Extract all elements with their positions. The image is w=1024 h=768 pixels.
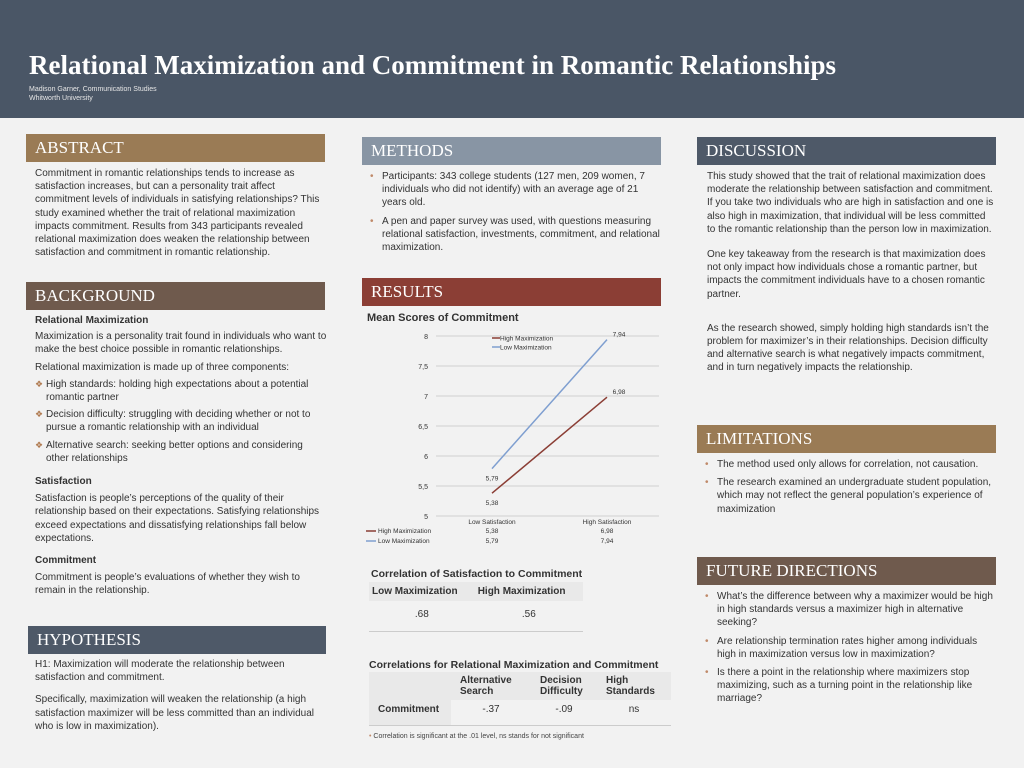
abstract-heading: ABSTRACT bbox=[26, 134, 325, 162]
list-item: • The research examined an undergraduate student population, which may not reflect the general population’s experience of maximization bbox=[705, 476, 995, 516]
future-directions-body bbox=[705, 590, 995, 711]
y-tick-label: 7,5 bbox=[418, 364, 428, 371]
table-cell: .56 bbox=[475, 601, 583, 632]
table-cell: 6,98 bbox=[600, 528, 614, 535]
limitations-heading: LIMITATIONS bbox=[697, 425, 996, 453]
correlations-maximization-table bbox=[369, 672, 671, 726]
data-label: 7,94 bbox=[612, 331, 626, 339]
correlation-satisfaction-table bbox=[369, 582, 583, 632]
table-series-name: High Maximization bbox=[378, 528, 432, 535]
series-line-high-maximization bbox=[492, 397, 607, 493]
legend-entry: Low Maximization bbox=[500, 344, 552, 352]
commitment-title: Commitment bbox=[35, 555, 97, 567]
correlations-table-title: Correlations for Relational Maximization and Commitment bbox=[369, 659, 659, 671]
list-item: • A pen and paper survey was used, with questions measuring relational satisfaction, investments, commitment, and relational maximization. bbox=[370, 215, 660, 255]
y-tick-label: 6,5 bbox=[418, 424, 428, 431]
discussion-paragraph-2: One key takeaway from the research is that maximization does not only impact how individuals chose a romantic partner, but impacts the commitment individuals have to a chosen romantic partner. bbox=[707, 249, 986, 300]
chart-title: Mean Scores of Commitment bbox=[367, 312, 519, 324]
discussion-paragraph-3: As the research showed, simply holding high standards isn’t the problem for maximizer’s in their relationships. Decision difficulty and alternative search is what negatively impacts commitment, and in turn negatively impacts the relationship. bbox=[707, 322, 989, 374]
table-header-high-maximization: High Maximization bbox=[475, 582, 583, 601]
table-header-empty bbox=[369, 672, 451, 700]
discussion-heading: DISCUSSION bbox=[697, 137, 996, 165]
university-name: Whitworth University bbox=[29, 95, 93, 102]
table-cell: 7,94 bbox=[600, 538, 614, 545]
data-label: 6,98 bbox=[612, 389, 626, 397]
y-tick-label: 5 bbox=[424, 514, 428, 521]
table-cell: ns bbox=[597, 700, 671, 726]
satisfaction-title: Satisfaction bbox=[35, 476, 92, 488]
list-item: • What’s the difference between why a maximizer would be high in high standards versus a maximizer high in alternative seeking? bbox=[705, 590, 995, 630]
author-info bbox=[29, 85, 157, 103]
data-label: 5,38 bbox=[485, 500, 499, 508]
hypothesis-body bbox=[35, 658, 327, 742]
abstract-text: Commitment in romantic relationships tends to increase as satisfaction increases, but can a personality trait affect commitment levels of individuals in satisfying relationships? This study examined whether the trait of relational maximization impacts commitment. Results from 343 participants revealed relational maximization does weaken the relationship between satisfaction and commitment in romantic relationship. bbox=[35, 168, 320, 259]
background-body bbox=[35, 314, 327, 598]
commitment-text: Commitment is people’s evaluations of whether they wish to remain in the relationship. bbox=[35, 572, 300, 597]
list-item: • Is there a point in the relationship where maximizers stop maximizing, such as a turning point in the relationship like marriage? bbox=[705, 666, 995, 706]
list-item: ❖ Decision difficulty: struggling with deciding whether or not to pursue a romantic relationship with an individual bbox=[35, 408, 327, 434]
table-header-low-maximization: Low Maximization bbox=[369, 582, 475, 601]
author-name: Madison Garner, Communication Studies bbox=[29, 86, 157, 93]
data-label: 5,79 bbox=[485, 475, 499, 483]
y-tick-label: 6 bbox=[424, 454, 428, 461]
methods-heading: METHODS bbox=[362, 137, 661, 165]
poster-header bbox=[0, 0, 1024, 118]
y-tick-label: 5,5 bbox=[418, 484, 428, 491]
hypothesis-specification: Specifically, maximization will weaken the relationship (a high satisfaction maximizer will be less committed than an individual who is low in maximization). bbox=[35, 694, 315, 732]
table-row-label: Commitment bbox=[369, 700, 451, 726]
poster-title: Relational Maximization and Commitment in Romantic Relationships bbox=[29, 50, 836, 80]
x-tick-label: Low Satisfaction bbox=[468, 519, 516, 526]
table-cell: 5,79 bbox=[485, 538, 499, 545]
hypothesis-h1: H1: Maximization will moderate the relationship between satisfaction and commitment. bbox=[35, 659, 285, 684]
series-line-low-maximization bbox=[492, 340, 607, 469]
legend-entry: High Maximization bbox=[500, 335, 554, 343]
components-list bbox=[35, 378, 327, 465]
x-tick-label: High Satisfaction bbox=[582, 519, 632, 526]
table-series-name: Low Maximization bbox=[378, 538, 430, 545]
correlation-table-title: Correlation of Satisfaction to Commitment bbox=[371, 568, 583, 580]
satisfaction-text: Satisfaction is people’s perceptions of the quality of their relationship based on their expectations. Satisfying relationships exceed expectations and dissatisfying relationships fall below expectations. bbox=[35, 493, 320, 544]
table-cell: .68 bbox=[369, 601, 475, 632]
discussion-paragraph-1: This study showed that the trait of relational maximization does moderate the relationship between satisfaction and commitment. If you take two individuals who are high in satisfaction and one is also high in maximization, that individual will be less committed to the romantic relationship than the person low in maximization. bbox=[707, 171, 994, 235]
table-footnote: • Correlation is significant at the .01 level, ns stands for not significant bbox=[369, 733, 584, 740]
list-item: • Are relationship termination rates higher among individuals high in maximization versus low in maximization? bbox=[705, 635, 995, 661]
table-header-alternative-search: Alternative Search bbox=[451, 672, 531, 700]
hypothesis-heading: HYPOTHESIS bbox=[28, 626, 326, 654]
discussion-body bbox=[707, 170, 995, 384]
relational-maximization-title: Relational Maximization bbox=[35, 315, 149, 326]
future-directions-heading: FUTURE DIRECTIONS bbox=[697, 557, 996, 585]
table-cell: -.09 bbox=[531, 700, 597, 726]
table-cell: -.37 bbox=[451, 700, 531, 726]
limitations-body bbox=[705, 458, 995, 521]
components-intro: Relational maximization is made up of three components: bbox=[35, 361, 290, 373]
methods-body bbox=[370, 170, 660, 259]
y-tick-label: 7 bbox=[424, 394, 428, 401]
list-item: • The method used only allows for correlation, not causation. bbox=[705, 458, 995, 471]
table-header-decision-difficulty: Decision Difficulty bbox=[531, 672, 597, 700]
results-heading: RESULTS bbox=[362, 278, 661, 306]
relational-maximization-text: Maximization is a personality trait found in individuals who want to make the best choice possible in romantic relationships. bbox=[35, 331, 327, 356]
list-item: ❖ High standards: holding high expectations about a potential romantic partner bbox=[35, 378, 327, 404]
table-header-high-standards: High Standards bbox=[597, 672, 671, 700]
list-item: • Participants: 343 college students (127 men, 209 women, 7 individuals who did not identify) with an average age of 21 years old. bbox=[370, 170, 660, 210]
commitment-line-chart bbox=[362, 326, 662, 548]
y-tick-label: 8 bbox=[424, 334, 428, 341]
background-heading: BACKGROUND bbox=[26, 282, 325, 310]
table-cell: 5,38 bbox=[485, 528, 499, 535]
list-item: ❖ Alternative search: seeking better options and considering other relationships bbox=[35, 439, 327, 465]
